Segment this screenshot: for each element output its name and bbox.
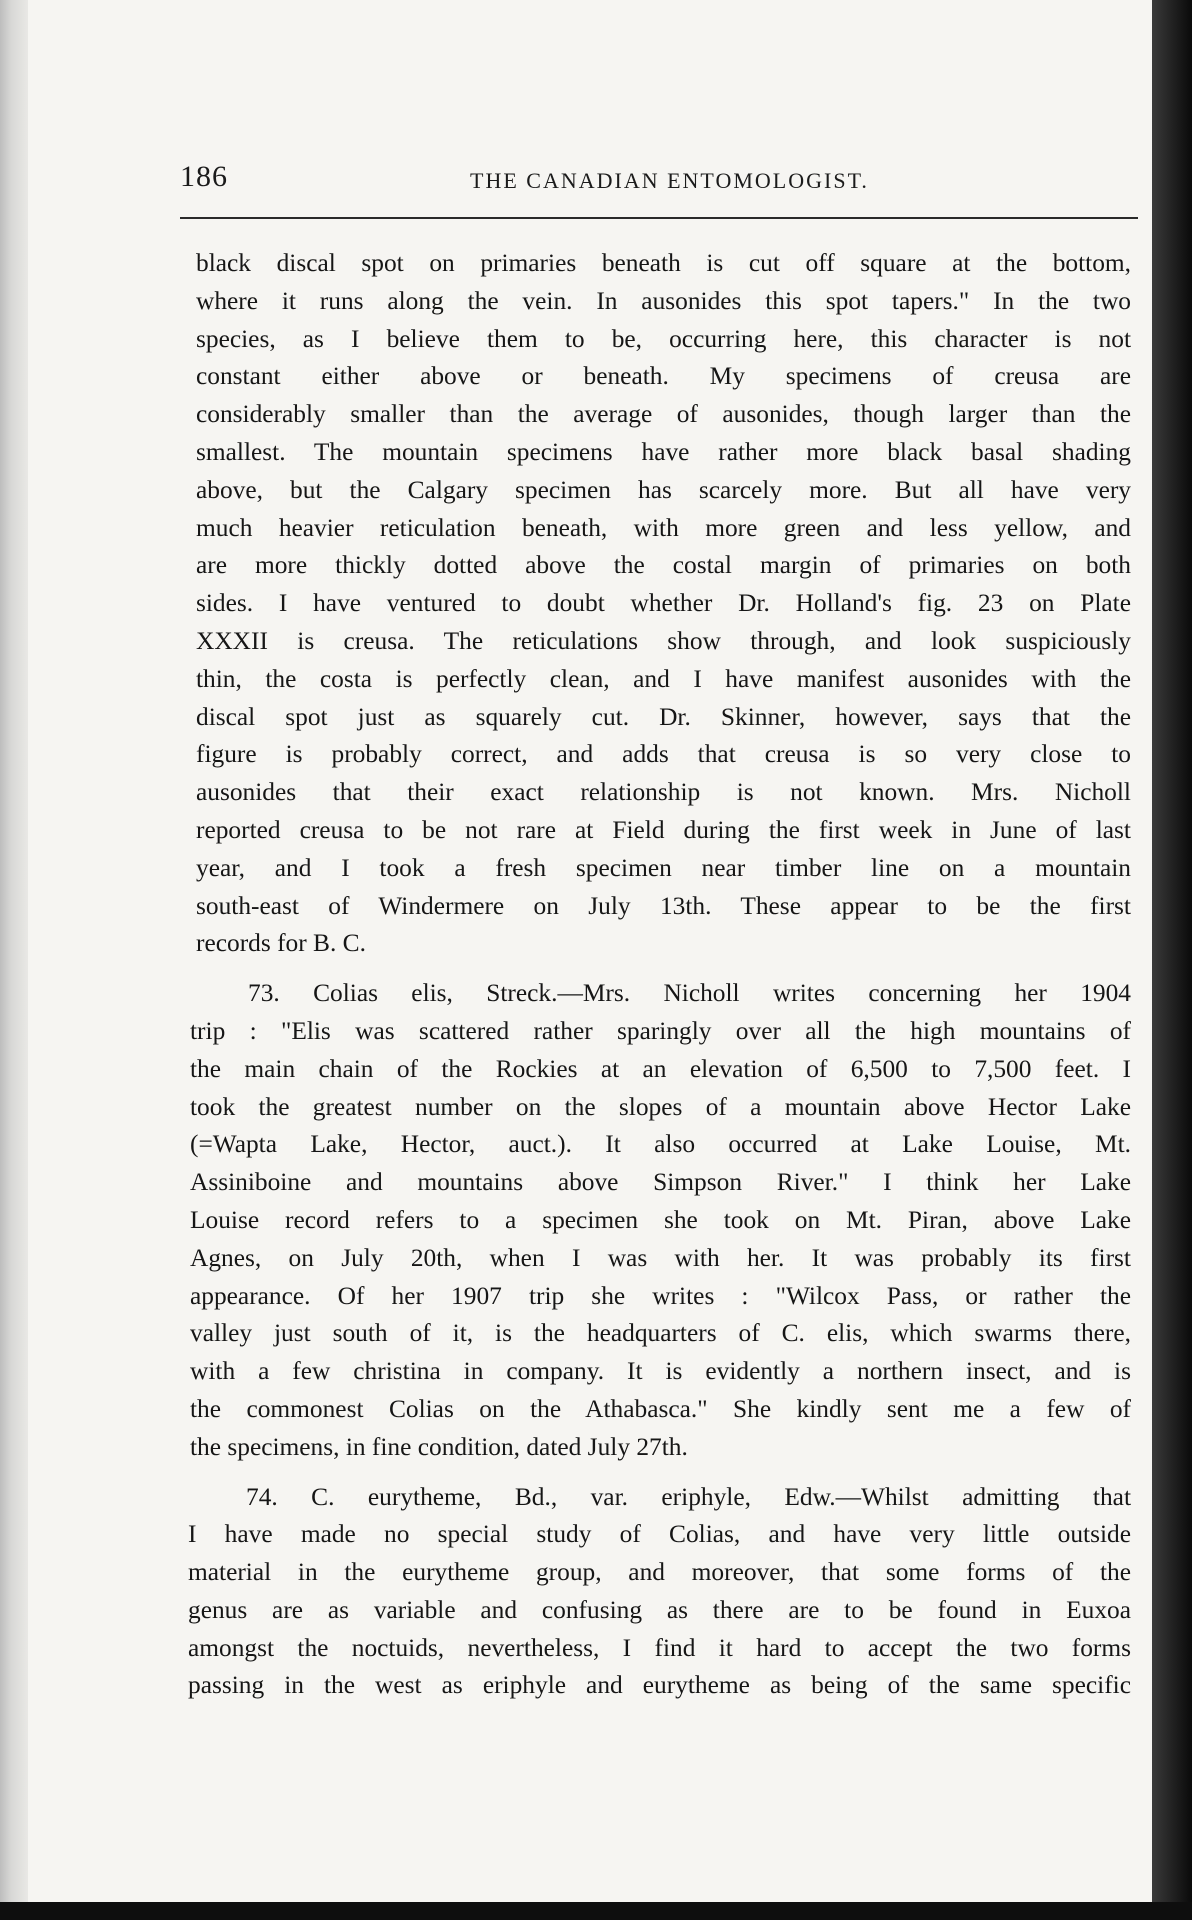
text-line: species, as I believe them to be, occurring here, this character is not xyxy=(196,324,1131,353)
text-line: genus are as variable and confusing as there are to be found in Euxoa xyxy=(188,1595,1131,1624)
text-line: reported creusa to be not rare at Field during the first week in June of last xyxy=(196,815,1131,844)
text-line: considerably smaller than the average of ausonides, though larger than the xyxy=(196,400,1131,429)
page-shadow-right xyxy=(1152,0,1192,1920)
header-rule xyxy=(180,217,1138,219)
text-line: passing in the west as eriphyle and eurytheme as being of the same specific xyxy=(188,1671,1131,1700)
running-title: THE CANADIAN ENTOMOLOGIST. xyxy=(470,168,869,193)
text-line: Assiniboine and mountains above Simpson River." I think her Lake xyxy=(190,1168,1131,1197)
text-line: sides. I have ventured to doubt whether Dr. Holland's fig. 23 on Plate xyxy=(196,589,1131,618)
paragraph-gap xyxy=(196,963,1131,975)
text-line: Louise record refers to a specimen she took on Mt. Piran, above Lake xyxy=(190,1205,1131,1234)
text-line: material in the eurytheme group, and moreover, that some forms of the xyxy=(188,1558,1131,1587)
text-line: appearance. Of her 1907 trip she writes : "Wilcox Pass, or rather the xyxy=(190,1281,1131,1310)
text-line: I have made no special study of Colias, and have very little outside xyxy=(188,1520,1131,1549)
page-number: 186 xyxy=(180,160,228,193)
text-line: black discal spot on primaries beneath is cut off square at the bottom, xyxy=(196,249,1131,277)
text-line: the main chain of the Rockies at an elevation of 6,500 to 7,500 feet. I xyxy=(190,1054,1131,1083)
text-line: thin, the costa is perfectly clean, and I have manifest ausonides with the xyxy=(196,664,1131,693)
text-line: valley just south of it, is the headquarters of C. elis, which swarms there, xyxy=(190,1319,1131,1348)
text-line: took the greatest number on the slopes of a mountain above Hector Lake xyxy=(190,1092,1131,1121)
text-line: 73. Colias elis, Streck.—Mrs. Nicholl writes concerning her 1904 xyxy=(248,979,1131,1008)
text-line: where it runs along the vein. In ausonides this spot tapers." In the two xyxy=(196,286,1131,315)
text-line: constant either above or beneath. My specimens of creusa are xyxy=(196,362,1131,391)
paragraph-gap xyxy=(196,1467,1131,1479)
text-line: above, but the Calgary specimen has scarcely more. But all have very xyxy=(196,475,1131,504)
text-line: south-east of Windermere on July 13th. These appear to be the first xyxy=(196,891,1131,920)
text-line: trip : "Elis was scattered rather sparingly over all the high mountains of xyxy=(190,1016,1131,1045)
text-line: much heavier reticulation beneath, with more green and less yellow, and xyxy=(196,513,1131,542)
binding-edge xyxy=(0,0,28,1920)
body-text xyxy=(188,245,1131,1705)
text-line: year, and I took a fresh specimen near timber line on a mountain xyxy=(196,853,1131,882)
text-line: the specimens, in fine condition, dated July 27th. xyxy=(190,1432,688,1461)
text-line: with a few christina in company. It is evidently a northern insect, and is xyxy=(190,1357,1131,1386)
text-line: 74. C. eurytheme, Bd., var. eriphyle, Edw.—Whilst admitting that xyxy=(246,1482,1131,1511)
page-header xyxy=(180,160,1140,200)
paragraph-creusa xyxy=(196,245,1131,963)
text-line: (=Wapta Lake, Hector, auct.). It also occurred at Lake Louise, Mt. xyxy=(190,1130,1131,1159)
text-line: amongst the noctuids, nevertheless, I find it hard to accept the two forms xyxy=(188,1633,1131,1662)
text-line: are more thickly dotted above the costal margin of primaries on both xyxy=(196,551,1131,580)
text-line: figure is probably correct, and adds that creusa is so very close to xyxy=(196,740,1131,769)
text-line: records for B. C. xyxy=(196,929,366,958)
paragraph-colias-elis xyxy=(190,975,1131,1466)
text-line: the commonest Colias on the Athabasca." She kindly sent me a few of xyxy=(190,1394,1131,1423)
text-line: Agnes, on July 20th, when I was with her. It was probably its first xyxy=(190,1243,1131,1272)
text-line: ausonides that their exact relationship is not known. Mrs. Nicholl xyxy=(196,778,1131,807)
text-line: discal spot just as squarely cut. Dr. Skinner, however, says that the xyxy=(196,702,1131,731)
paragraph-eurytheme xyxy=(188,1479,1131,1706)
text-line: smallest. The mountain specimens have rather more black basal shading xyxy=(196,437,1131,466)
text-line: XXXII is creusa. The reticulations show through, and look suspiciously xyxy=(196,626,1131,655)
page-shadow-bottom xyxy=(0,1902,1192,1920)
